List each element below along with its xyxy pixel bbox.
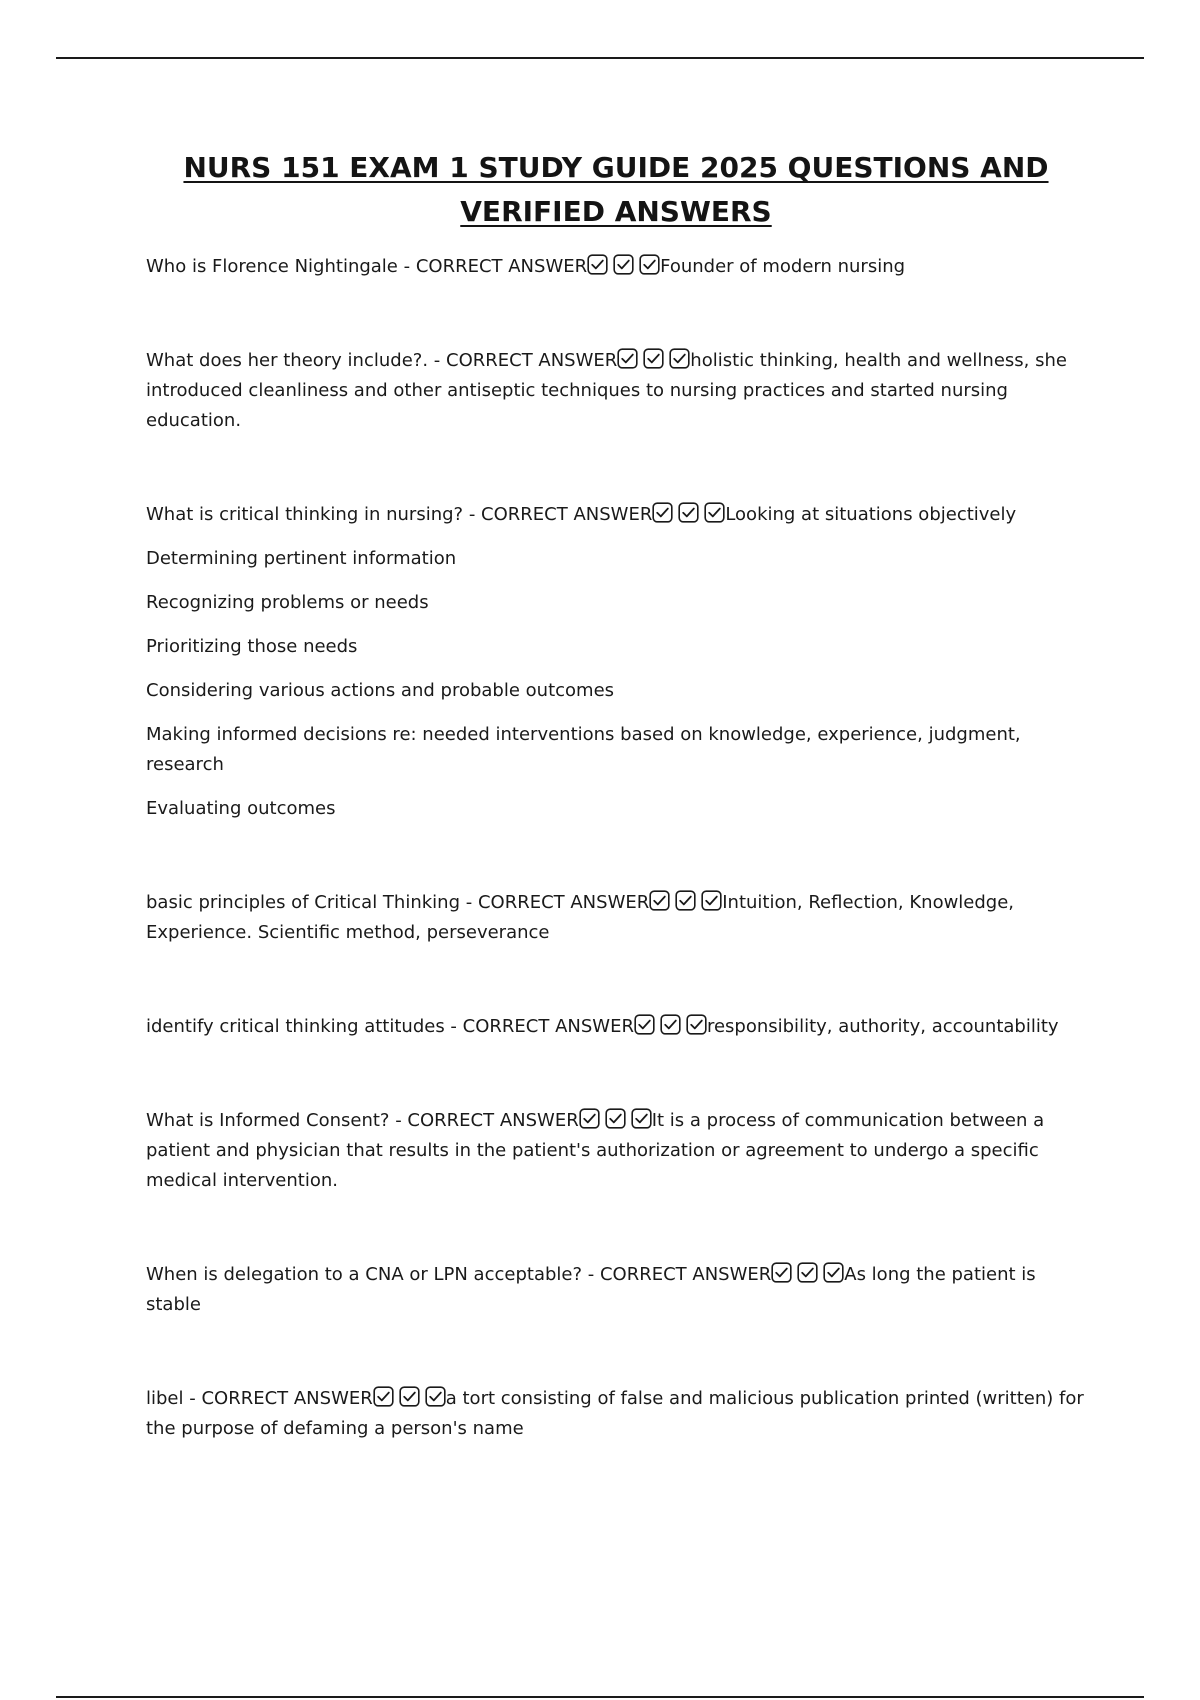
line-gap — [146, 662, 1086, 676]
answer-line: Considering various actions and probable outcomes — [146, 680, 615, 701]
answer-text: holistic thinking, health and wellness, she introduced cleanliness and other antiseptic techniques to nursing practices and started nursing education. — [146, 350, 1067, 431]
question-text: identify critical thinking attitudes - — [146, 1016, 463, 1037]
check-marks — [587, 254, 660, 275]
answer-text: responsibility, authority, accountability — [706, 1016, 1059, 1037]
section-gap — [146, 948, 1086, 1012]
answer-line: Prioritizing those needs — [146, 636, 358, 657]
checkbox-checked-icon — [425, 1386, 446, 1407]
answer-text: Intuition, Reflection, Knowledge, Experience. Scientific method, perseverance — [146, 892, 1015, 943]
checkbox-checked-icon — [587, 254, 608, 275]
answer-line: Making informed decisions re: needed interventions based on knowledge, experience, judgment, research — [146, 724, 1021, 775]
checkbox-checked-icon — [639, 254, 660, 275]
section-gap — [146, 436, 1086, 500]
check-marks — [652, 502, 725, 523]
correct-answer-label: CORRECT ANSWER — [462, 1016, 634, 1037]
answer-line: Determining pertinent information — [146, 548, 457, 569]
qa-item — [146, 252, 1086, 282]
check-marks — [771, 1262, 844, 1283]
question-text: What does her theory include?. - — [146, 350, 446, 371]
checkbox-checked-icon — [649, 890, 670, 911]
checkbox-checked-icon — [797, 1262, 818, 1283]
answer-text: a tort consisting of false and malicious publication printed (written) for the purpose of defaming a person's name — [146, 1388, 1084, 1439]
checkbox-checked-icon — [634, 1014, 655, 1035]
section-gap — [146, 1196, 1086, 1260]
checkbox-checked-icon — [675, 890, 696, 911]
checkbox-checked-icon — [617, 348, 638, 369]
question-text: What is Informed Consent? - — [146, 1110, 408, 1131]
correct-answer-label: CORRECT ANSWER — [201, 1388, 373, 1409]
top-rule — [56, 57, 1144, 59]
checkbox-checked-icon — [399, 1386, 420, 1407]
answer-line: Recognizing problems or needs — [146, 592, 429, 613]
qa-item — [146, 500, 1086, 530]
answer-text: Founder of modern nursing — [660, 256, 906, 277]
checkbox-checked-icon — [643, 348, 664, 369]
correct-answer-label: CORRECT ANSWER — [481, 504, 653, 525]
correct-answer-label: CORRECT ANSWER — [415, 256, 588, 277]
bottom-rule — [56, 1696, 1144, 1698]
correct-answer-label: CORRECT ANSWER — [477, 892, 650, 913]
section-gap — [146, 824, 1086, 888]
checkbox-checked-icon — [823, 1262, 844, 1283]
qa-item — [146, 1106, 1086, 1196]
checkbox-checked-icon — [373, 1386, 394, 1407]
checkbox-checked-icon — [678, 502, 699, 523]
qa-item — [146, 346, 1086, 436]
question-text: libel - — [146, 1388, 202, 1409]
checkbox-checked-icon — [669, 348, 690, 369]
line-gap — [146, 574, 1086, 588]
checkbox-checked-icon — [579, 1108, 600, 1129]
checkbox-checked-icon — [701, 890, 722, 911]
line-gap — [146, 780, 1086, 794]
answer-line: Evaluating outcomes — [146, 798, 336, 819]
checkbox-checked-icon — [660, 1014, 681, 1035]
answer-text: Looking at situations objectively — [725, 504, 1017, 525]
line-gap — [146, 618, 1086, 632]
correct-answer-label: CORRECT ANSWER — [407, 1110, 579, 1131]
qa-list — [146, 252, 1086, 1444]
section-gap — [146, 1042, 1086, 1106]
checkbox-checked-icon — [631, 1108, 652, 1129]
correct-answer-label: CORRECT ANSWER — [599, 1264, 772, 1285]
check-marks — [617, 348, 690, 369]
checkbox-checked-icon — [605, 1108, 626, 1129]
section-gap — [146, 1320, 1086, 1384]
check-marks — [649, 890, 722, 911]
question-text: basic principles of Critical Thinking - — [146, 892, 478, 913]
answer-text: It is a process of communication between a patient and physician that results in the patient's authorization or agreement to undergo a specific medical intervention. — [146, 1110, 1045, 1191]
check-marks — [579, 1108, 652, 1129]
checkbox-checked-icon — [613, 254, 634, 275]
correct-answer-label: CORRECT ANSWER — [446, 350, 618, 371]
line-gap — [146, 706, 1086, 720]
checkbox-checked-icon — [771, 1262, 792, 1283]
question-text: When is delegation to a CNA or LPN acceptable? - — [146, 1264, 600, 1285]
document-title: NURS 151 EXAM 1 STUDY GUIDE 2025 QUESTIONS AND VERIFIED ANSWERS — [183, 151, 1049, 228]
check-marks — [634, 1014, 707, 1035]
section-gap — [146, 282, 1086, 346]
checkbox-checked-icon — [704, 502, 725, 523]
checkbox-checked-icon — [652, 502, 673, 523]
question-text: Who is Florence Nightingale - — [146, 256, 416, 277]
checkbox-checked-icon — [686, 1014, 707, 1035]
line-gap — [146, 530, 1086, 544]
qa-item — [146, 1260, 1086, 1320]
answer-text: As long the patient is stable — [146, 1264, 1036, 1315]
question-text: What is critical thinking in nursing? - — [146, 504, 482, 525]
document-body — [146, 146, 1086, 1444]
qa-item — [146, 1012, 1086, 1042]
check-marks — [373, 1386, 446, 1407]
qa-item — [146, 1384, 1086, 1444]
qa-item — [146, 888, 1086, 948]
